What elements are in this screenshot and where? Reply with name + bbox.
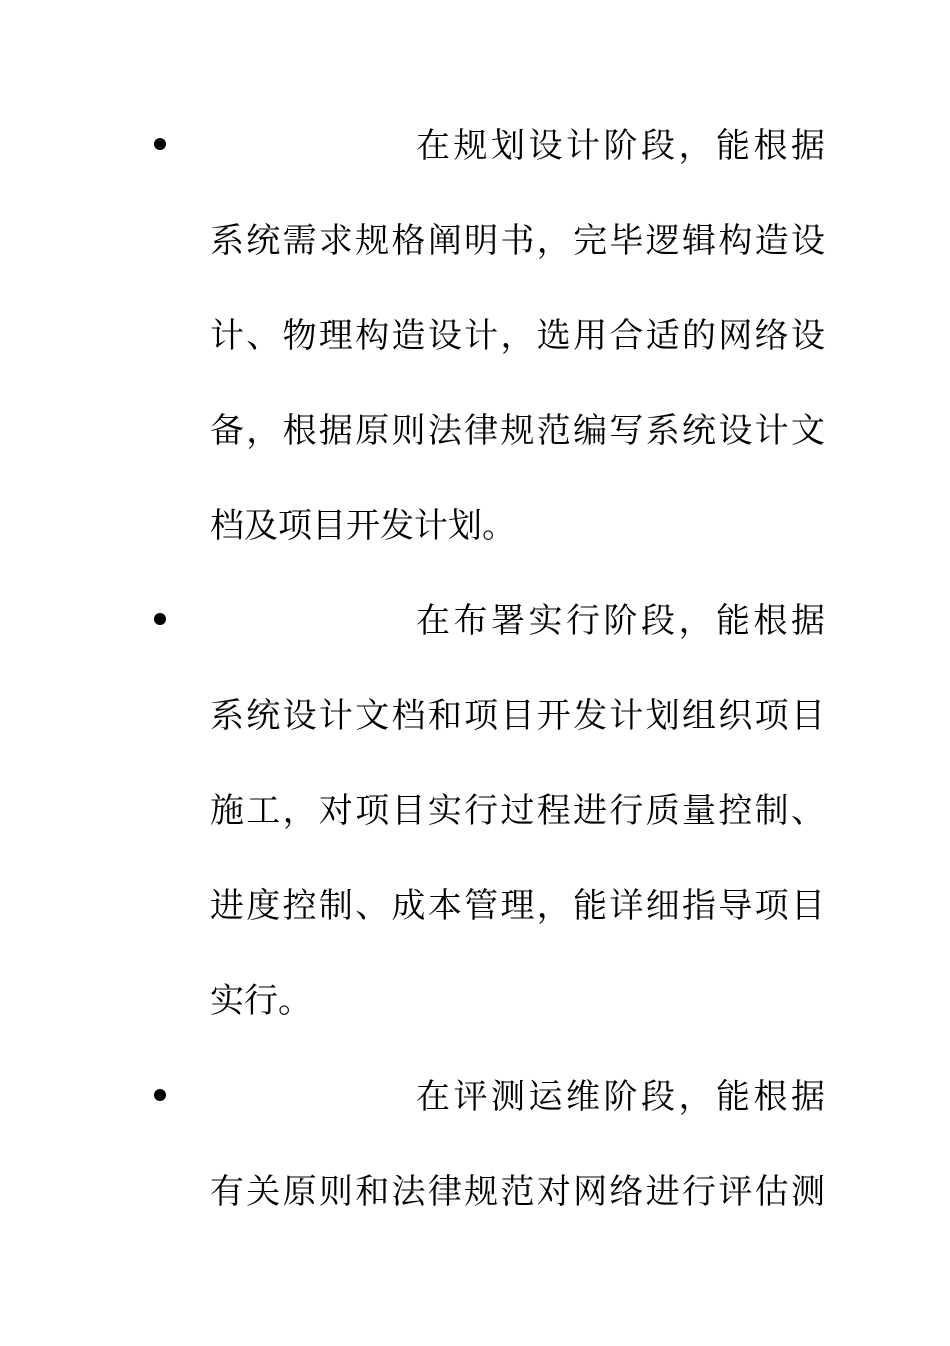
- bullet-icon: [154, 613, 166, 625]
- paragraph-line: 备，根据原则法律规范编写系统设计文: [210, 411, 825, 451]
- paragraph-line: 施工，对项目实行过程进行质量控制、: [210, 791, 825, 831]
- paragraph-line: 在布署实行阶段，能根据: [416, 601, 825, 641]
- bullet-icon: [154, 138, 166, 150]
- paragraph-line: 计、物理构造设计，选用合适的网络设: [210, 316, 825, 356]
- paragraph-line: 档及项目开发计划。: [210, 506, 516, 546]
- paragraph-line: 系统设计文档和项目开发计划组织项目: [210, 696, 825, 736]
- paragraph-line: 系统需求规格阐明书，完毕逻辑构造设: [210, 221, 825, 261]
- paragraph-line: 有关原则和法律规范对网络进行评估测: [210, 1172, 825, 1212]
- paragraph-line: 在评测运维阶段，能根据: [416, 1077, 825, 1117]
- paragraph-line: 实行。: [210, 981, 312, 1021]
- paragraph-line: 进度控制、成本管理，能详细指导项目: [210, 886, 825, 926]
- paragraph-line: 在规划设计阶段，能根据: [416, 126, 825, 166]
- bullet-icon: [154, 1089, 166, 1101]
